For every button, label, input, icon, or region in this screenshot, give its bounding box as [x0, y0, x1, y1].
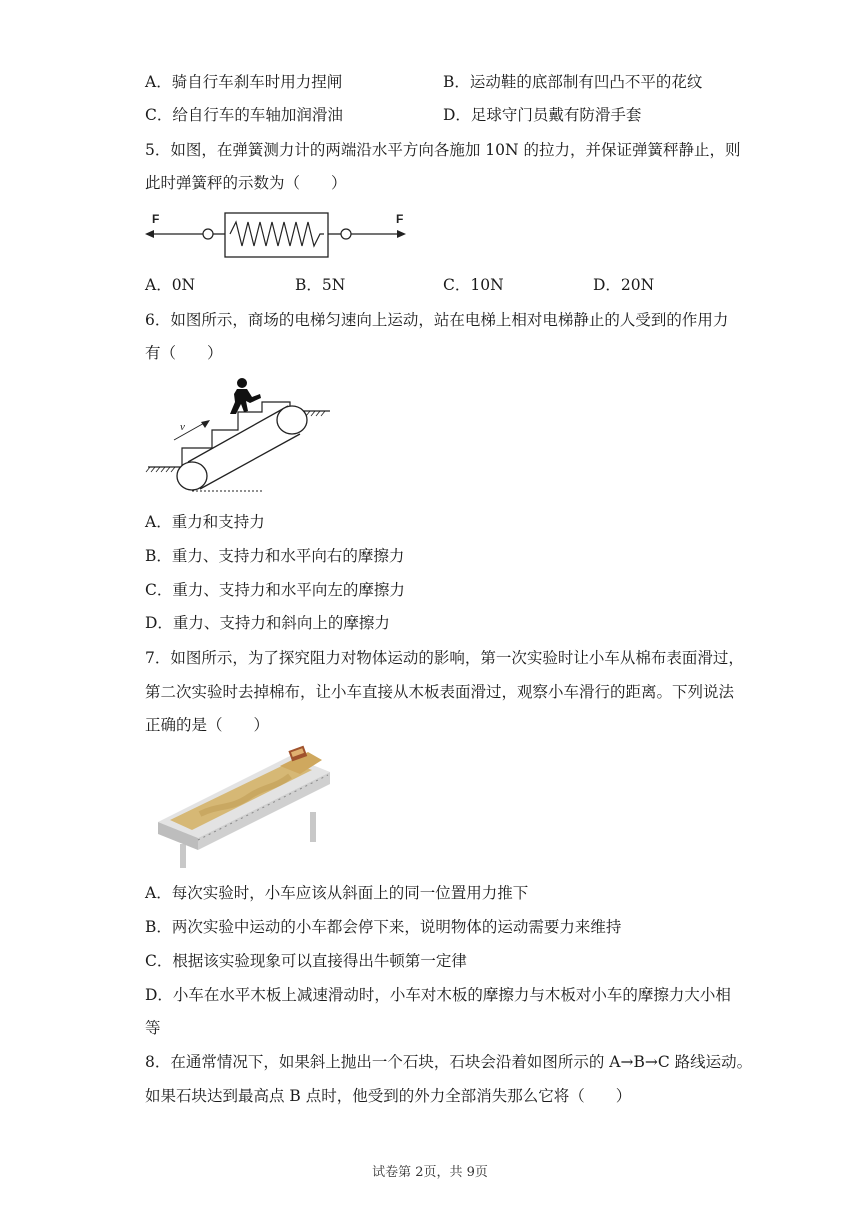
q5-stem-line1: 5．如图，在弹簧测力计的两端沿水平方向各施加 10N 的拉力，并保证弹簧秤静止，则 [145, 141, 741, 159]
q7-stem-line1: 7．如图所示，为了探究阻力对物体运动的影响，第一次实验时让小车从棉布表面滑过， [145, 649, 744, 667]
q4-option-a: A．骑自行车刹车时用力捏闸 [145, 73, 343, 91]
q5-option-a: A．0N [145, 276, 196, 294]
spring-left-label: F [152, 212, 160, 226]
velocity-label: v [180, 421, 185, 433]
q8-stem-line2: 如果石块达到最高点 B 点时，他受到的外力全部消失那么它将（ ） [145, 1087, 632, 1105]
q4-option-b: B．运动鞋的底部制有凹凸不平的花纹 [443, 73, 703, 91]
inclined-plane-photo [140, 744, 340, 872]
q7-option-c: C．根据该实验现象可以直接得出牛顿第一定律 [145, 952, 467, 970]
q7-option-d-line1: D．小车在水平木板上减速滑动时，小车对木板的摩擦力与木板对小车的摩擦力大小相 [145, 986, 731, 1004]
q6-stem-line1: 6．如图所示，商场的电梯匀速向上运动，站在电梯上相对电梯静止的人受到的作用力 [145, 311, 729, 329]
q7-option-a: A．每次实验时，小车应该从斜面上的同一位置用力推下 [145, 884, 529, 902]
page-footer: 试卷第 2页，共 9页 [372, 1165, 488, 1180]
escalator-figure [140, 372, 340, 502]
q4-option-c: C．给自行车的车轴加润滑油 [145, 106, 343, 124]
q6-option-b: B．重力、支持力和水平向右的摩擦力 [145, 547, 405, 565]
q7-option-b: B．两次实验中运动的小车都会停下来，说明物体的运动需要力来维持 [145, 918, 622, 936]
q6-option-d: D．重力、支持力和斜向上的摩擦力 [145, 614, 390, 632]
spring-right-label: F [396, 212, 404, 226]
person-icon [230, 378, 261, 414]
q7-option-d-line2: 等 [145, 1019, 161, 1037]
q7-stem-line3: 正确的是（ ） [145, 716, 270, 734]
spring-scale-figure [140, 205, 420, 265]
q5-stem-line2: 此时弹簧秤的示数为（ ） [145, 174, 347, 192]
q5-option-b: B．5N [295, 276, 346, 294]
q4-option-d: D．足球守门员戴有防滑手套 [443, 106, 642, 124]
q5-option-c: C．10N [443, 276, 504, 294]
q6-stem-line2: 有（ ） [145, 344, 223, 362]
q6-option-c: C．重力、支持力和水平向左的摩擦力 [145, 581, 405, 599]
q6-option-a: A．重力和支持力 [145, 513, 265, 531]
q5-option-d: D．20N [593, 276, 655, 294]
q7-stem-line2: 第二次实验时去掉棉布，让小车直接从木板表面滑过，观察小车滑行的距离。下列说法 [145, 683, 735, 701]
q8-stem-line1: 8．在通常情况下，如果斜上抛出一个石块，石块会沿着如图所示的 A→B→C 路线运动。 [145, 1053, 753, 1071]
